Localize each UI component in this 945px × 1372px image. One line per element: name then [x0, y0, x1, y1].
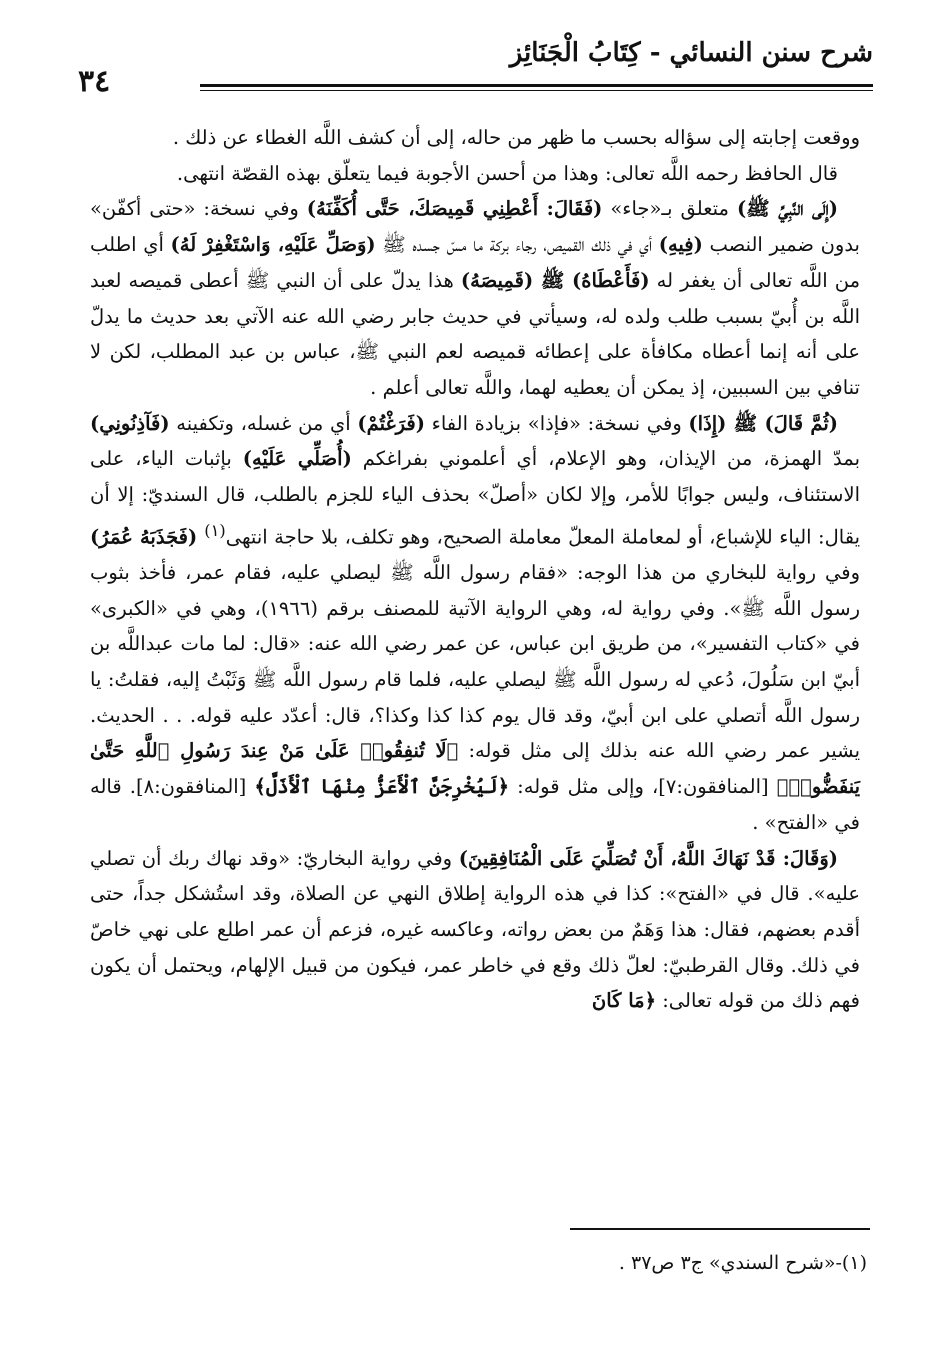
quran-verse: ﴿مَا كَانَ — [591, 989, 657, 1013]
main-text — [90, 120, 860, 1019]
hadith-quote: (إِلَى النَّبِيِّ ﷺ) — [736, 197, 838, 221]
hadith-quote: (ثُمَّ قَالَ) ﷺ (إِذَا) — [688, 411, 839, 435]
header-rule-thin — [200, 90, 873, 91]
paragraph — [90, 841, 860, 1020]
text-run: أي اطلب من اللَّه تعالى أن يغفر له — [90, 233, 861, 292]
footnote: (١)-«شرح السندي» ج٣ ص٣٧ . — [618, 1252, 867, 1274]
text-run: أي من غسله، وتكفينه — [169, 411, 358, 435]
text-run: بإثبات الياء، على الاستئناف، وليس جوابًا للأمر، وإلا لكان «أصلّ» بحذف الياء للجزم بالطلب، قال السنديّ: إلا أن يقال: الياء للإشباع، أو لمعاملة المعلّ معاملة الصحيح، وهو تكلف، بلا حاجة انتهى — [90, 447, 860, 549]
hadith-quote: (أُصَلِّي عَلَيْهِ) — [242, 447, 352, 471]
text-run: وفي رواية البخاريّ: «وقد نهاك ربك أن تصلي عليه». قال في «الفتح»: كذا في هذه الرواية إطلاق النهي عن الصلاة، وقد استُشكل جداً، حتى أقدم بعضهم، فقال: هذا وَهَمٌ من بعض رواته، وعاكسه غيره، فزعم أن عمر اطلع على نهي خاصّ في ذلك. وقال القرطبيّ: لعلّ ذلك وقع في خاطر عمر، فيكون من قبيل الإلهام، ويحتمل أن يكون فهم ذلك من قوله تعالى: — [90, 846, 860, 1013]
text-run: وفي نسخة: «حتى أكفّن» بدون ضمير النصب — [90, 197, 860, 257]
hadith-quote: (فَقَالَ: أَعْطِنِي قَمِيصَكَ، حَتَّى أُكَفِّنَهُ) — [306, 197, 603, 221]
text-run: هذا يدلّ على أن النبي ﷺ أعطى قميصه لعبد اللَّه بن أُبيّ بسبب طلب ولده له، وسيأتي في حديث جابر رضي الله عنه الآتي بعد حديث ما يدلّ على أنه إنما أعطاه مكافأة على إعطائه قميصه لعم النبي ﷺ، عباس بن عبد المطلب، لكن لا تنافي بين السببين، إذ يمكن أن يعطيه لهما، واللَّه تعالى أعلم . — [90, 268, 860, 399]
hadith-quote: (فَجَذَبَهُ عُمَرُ) — [90, 525, 205, 549]
text-run: متعلق بـ«جاء» — [602, 197, 737, 221]
quran-verse: ﴿لَا تُنفِقُوا۟ عَلَىٰ مَنْ عِندَ رَسُولِ ٱللَّهِ حَتَّىٰ يَنفَضُّوا۟﴾ — [90, 739, 861, 799]
quran-verse: ﴿لَيُخْرِجَنَّ ٱلْأَعَزُّ مِنْهَا ٱلْأَذَلَّ﴾ — [254, 775, 510, 799]
text-run: بمدّ الهمزة، من الإيذان، وهو الإعلام، أي أعلموني بفراغكم — [351, 447, 860, 471]
hadith-quote: (فَأَعْطَاهُ) ﷺ (قَمِيصَهُ) — [460, 268, 650, 292]
text-run: ووقعت إجابته إلى سؤاله بحسب ما ظهر من حاله، إلى أن كشف اللَّه الغطاء عن ذلك . — [172, 126, 860, 149]
text-run: وفي رواية للبخاري من هذا الوجه: «فقام رسول اللَّه ﷺ ليصلي عليه، فقام عمر، فأخذ بثوب رسول اللَّه ﷺ». وفي رواية له، وهي الرواية الآتية للمصنف برقم (١٩٦٦)، وهي في «الكبرى» في «كتاب التفسير»، من طريق ابن عباس، عن عمر رضي الله عنه: «قال: لما مات عبداللَّه بن أبيّ ابن سَلُولَ، دُعي له رسول اللَّه ﷺ ليصلي عليه، فلما قام رسول اللَّه ﷺ وَثَبْتُ إليه، فقلتُ: يا رسول اللَّه أتصلي على ابن أبيّ، وقد قال يوم كذا كذا وكذا؟، قال: أعدّد عليه قوله. . . الحديث. يشير عمر رضي الله عنه بذلك إلى مثل قوله: — [90, 560, 860, 763]
text-run: [المنافقون:٧]، وإلى مثل قوله: — [509, 775, 777, 799]
hadith-quote: (فَآذِنُونِي) — [90, 411, 170, 435]
text-run: [المنافقون:٨]. قاله في «الفتح» . — [90, 775, 860, 834]
text-run: وفي نسخة: «فإذا» بزيادة الفاء — [424, 411, 689, 435]
header-title: شرح سنن النسائي - كِتَابُ الْجَنَائِز — [509, 38, 873, 68]
paragraph — [90, 191, 860, 405]
hadith-quote: (فِيهِ) — [658, 233, 703, 257]
header-rule-thick — [200, 84, 873, 87]
text-run: أي في ذلك القميص، رجاء بركة ما مسّ جسده ﷺ — [375, 233, 659, 257]
hadith-quote: (وَقَالَ: قَدْ نَهَاكَ اللَّهُ، أَنْ تُصَلِّيَ عَلَى الْمُنَافِقِينَ) — [458, 846, 838, 870]
footnote-rule — [570, 1228, 870, 1230]
paragraph — [90, 156, 860, 192]
page-number: ٣٤ — [78, 64, 111, 99]
footnote-marker: (١) — [204, 520, 226, 540]
hadith-quote: (فَرَغْتُمْ) — [357, 411, 425, 435]
paragraph — [90, 406, 860, 841]
paragraph — [90, 120, 860, 156]
page-header — [70, 38, 873, 99]
hadith-quote: (وَصَلِّ عَلَيْهِ، وَاسْتَغْفِرْ لَهُ) — [170, 233, 376, 257]
text-run: قال الحافظ رحمه اللَّه تعالى: وهذا من أحسن الأجوبة فيما يتعلّق بهذه القصّة انتهى. — [176, 161, 838, 185]
